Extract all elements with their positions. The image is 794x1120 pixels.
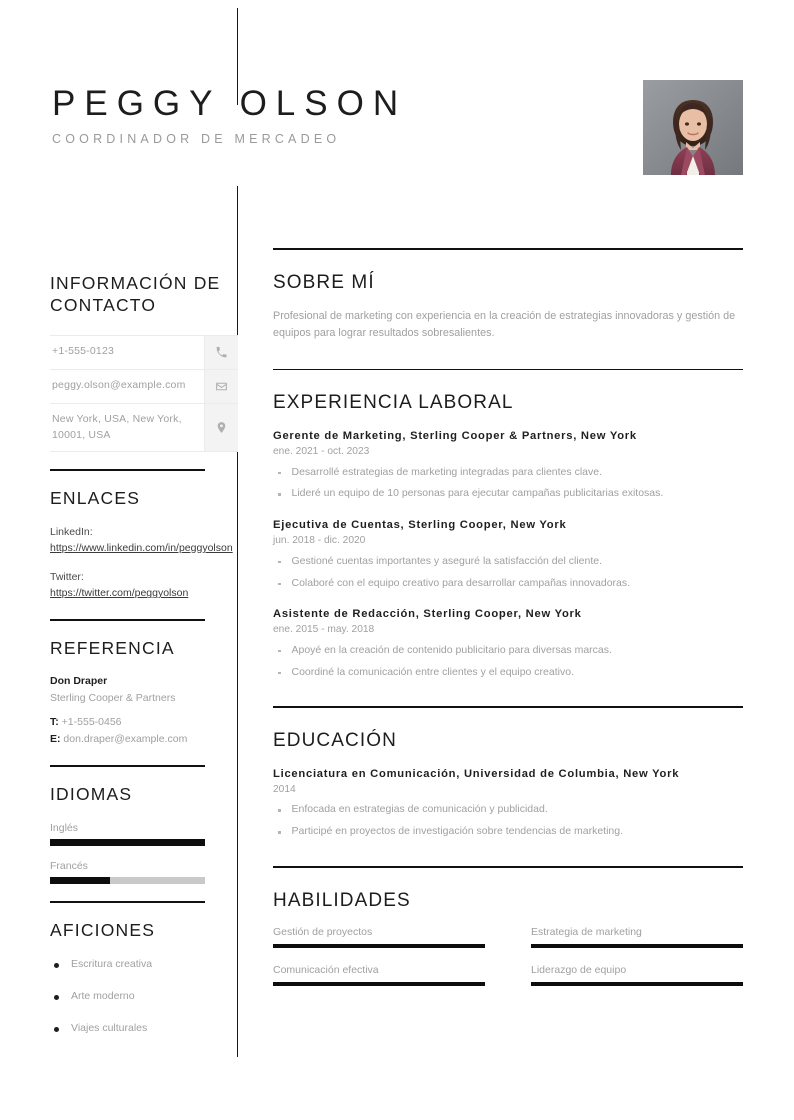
entry-bullets [273,554,743,592]
sidebar-section-reference [50,637,238,749]
language-level-fill [50,877,110,884]
hobby-text: Arte moderno [71,989,135,1002]
linkedin-label: LinkedIn: [50,525,93,538]
experience-entry [273,606,743,680]
bullet-square-icon [278,561,281,564]
bullet-text: Gestioné cuentas importantes y aseguré la satisfacción del cliente. [291,554,603,567]
section-about [273,248,743,343]
contact-row-phone [50,335,238,370]
entry-bullets [273,643,743,681]
section-education [273,706,743,840]
reference-email-value: don.draper@example.com [63,733,188,746]
skill-level-fill [531,944,743,948]
contact-heading: INFORMACIÓN DE CONTACTO [50,273,221,316]
skill-level-track [273,944,485,948]
bullet-text: Enfocada en estrategias de comunicación y publicidad. [291,803,548,816]
skill-level-fill [273,944,485,948]
skill-level-fill [531,982,743,986]
hobby-text: Escritura creativa [71,958,153,971]
reference-email-row [50,731,238,748]
envelope-icon [204,370,238,403]
skills-grid [273,926,743,986]
experience-entry [273,428,743,502]
section-divider [273,706,743,708]
bullet-text: Lideré un equipo de 10 personas para ejecutar campañas publicitarias exitosas. [291,487,664,500]
contact-list [50,335,238,453]
bullet-text: Desarrollé estrategias de marketing integradas para clientes clave. [291,465,602,478]
link-item-twitter [50,569,238,602]
sidebar-section-languages [50,783,238,883]
entry-bullets [273,465,743,503]
page-title: PEGGY OLSON [52,84,408,123]
list-item [273,643,743,659]
portrait-illustration [643,80,743,175]
skill-item [273,926,485,948]
bullet-square-icon [278,831,281,834]
contact-email-text: peggy.olson@example.com [52,378,186,391]
sidebar-section-hobbies [50,919,238,1037]
list-item [50,957,238,973]
bullet-dot-icon [54,963,59,968]
skill-level-track [531,944,743,948]
language-item-english [50,822,238,846]
avatar [643,80,743,175]
entry-title: Licenciatura en Comunicación, Universidad de Columbia, New York [273,767,680,780]
entry-bullets [273,802,743,840]
skill-name: Gestión de proyectos [273,925,373,938]
sidebar-divider-4 [50,901,205,903]
twitter-url[interactable]: https://twitter.com/peggyolson [50,587,189,600]
language-item-french [50,860,238,884]
contact-phone-text: +1-555-0123 [52,344,115,357]
section-experience [273,369,743,681]
sidebar-section-contact [50,272,238,452]
location-pin-icon [204,404,238,452]
list-item [273,665,743,681]
entry-date: 2014 [273,784,296,796]
list-item [273,465,743,481]
list-item [273,824,743,840]
reference-phone-label: T: [50,715,59,728]
skill-name: Liderazgo de equipo [531,963,627,976]
bullet-text: Colaboré con el equipo creativo para desarrollar campañas innovadoras. [291,576,631,589]
header [52,84,612,146]
skills-heading: HABILIDADES [273,889,411,911]
about-heading: SOBRE MÍ [273,271,375,293]
bullet-square-icon [278,809,281,812]
education-heading: EDUCACIÓN [273,729,397,751]
sidebar-divider-2 [50,619,205,621]
reference-phone-row [50,714,238,731]
reference-company: Sterling Cooper & Partners [50,691,176,704]
bullet-square-icon [278,583,281,586]
sidebar-divider-3 [50,765,205,767]
reference-email-label: E: [50,733,61,746]
bullet-square-icon [278,650,281,653]
entry-date: jun. 2018 - dic. 2020 [273,535,366,547]
job-subtitle: COORDINADOR DE MERCADEO [52,132,341,147]
section-divider [273,369,743,371]
language-name: Francés [50,859,88,872]
education-entry [273,766,743,840]
sidebar-section-links [50,487,238,601]
skill-item [273,964,485,986]
bullet-square-icon [278,472,281,475]
section-divider [273,248,743,250]
list-item [273,802,743,818]
section-skills [273,866,743,986]
skill-name: Comunicación efectiva [273,963,379,976]
skill-item [531,964,743,986]
hobbies-heading: AFICIONES [50,919,156,940]
language-level-fill [50,839,205,846]
skill-item [531,926,743,948]
reference-heading: REFERENCIA [50,637,175,658]
bullet-square-icon [278,672,281,675]
about-text: Profesional de marketing con experiencia en la creación de estrategias innovadoras y gestión de equipos para lograr resultados sobresalientes. [273,309,736,340]
language-name: Inglés [50,821,79,834]
sidebar-divider-1 [50,469,205,471]
main-column [273,248,743,1012]
skill-name: Estrategia de marketing [531,925,642,938]
list-item [273,576,743,592]
reference-phone-value: +1-555-0456 [61,715,122,728]
contact-row-email [50,370,238,404]
section-divider [273,866,743,868]
list-item [273,486,743,502]
languages-heading: IDIOMAS [50,784,133,805]
bullet-text: Participé en proyectos de investigación sobre tendencias de marketing. [291,825,624,838]
bullet-dot-icon [54,1027,59,1032]
contact-row-address [50,404,238,453]
bullet-text: Apoyé en la creación de contenido publicitario para diversas marcas. [291,643,612,656]
entry-title: Gerente de Marketing, Sterling Cooper & Partners, New York [273,430,637,443]
bullet-square-icon [278,493,281,496]
bullet-text: Coordiné la comunicación entre clientes y el equipo creativo. [291,665,574,678]
list-item [50,1021,238,1037]
entry-date: ene. 2021 - oct. 2023 [273,446,370,458]
language-level-track [50,877,205,884]
language-level-track [50,839,205,846]
entry-date: ene. 2015 - may. 2018 [273,624,375,636]
reference-name: Don Draper [50,675,108,688]
experience-entry [273,517,743,591]
skill-level-track [531,982,743,986]
sidebar [50,272,238,1052]
contact-address-text: New York, USA, New York, 10001, USA [52,412,182,441]
skill-level-track [273,982,485,986]
link-item-linkedin [50,524,238,557]
skill-level-fill [273,982,485,986]
entry-title: Ejecutiva de Cuentas, Sterling Cooper, New York [273,519,567,532]
bullet-dot-icon [54,995,59,1000]
list-item [50,989,238,1005]
twitter-label: Twitter: [50,571,84,584]
linkedin-url[interactable]: https://www.linkedin.com/in/peggyolson [50,541,233,554]
links-heading: ENLACES [50,488,141,509]
experience-heading: EXPERIENCIA LABORAL [273,392,514,414]
phone-icon [204,336,238,369]
entry-title: Asistente de Redacción, Sterling Cooper, New York [273,608,582,621]
hobby-text: Viajes culturales [71,1021,148,1034]
list-item [273,554,743,570]
